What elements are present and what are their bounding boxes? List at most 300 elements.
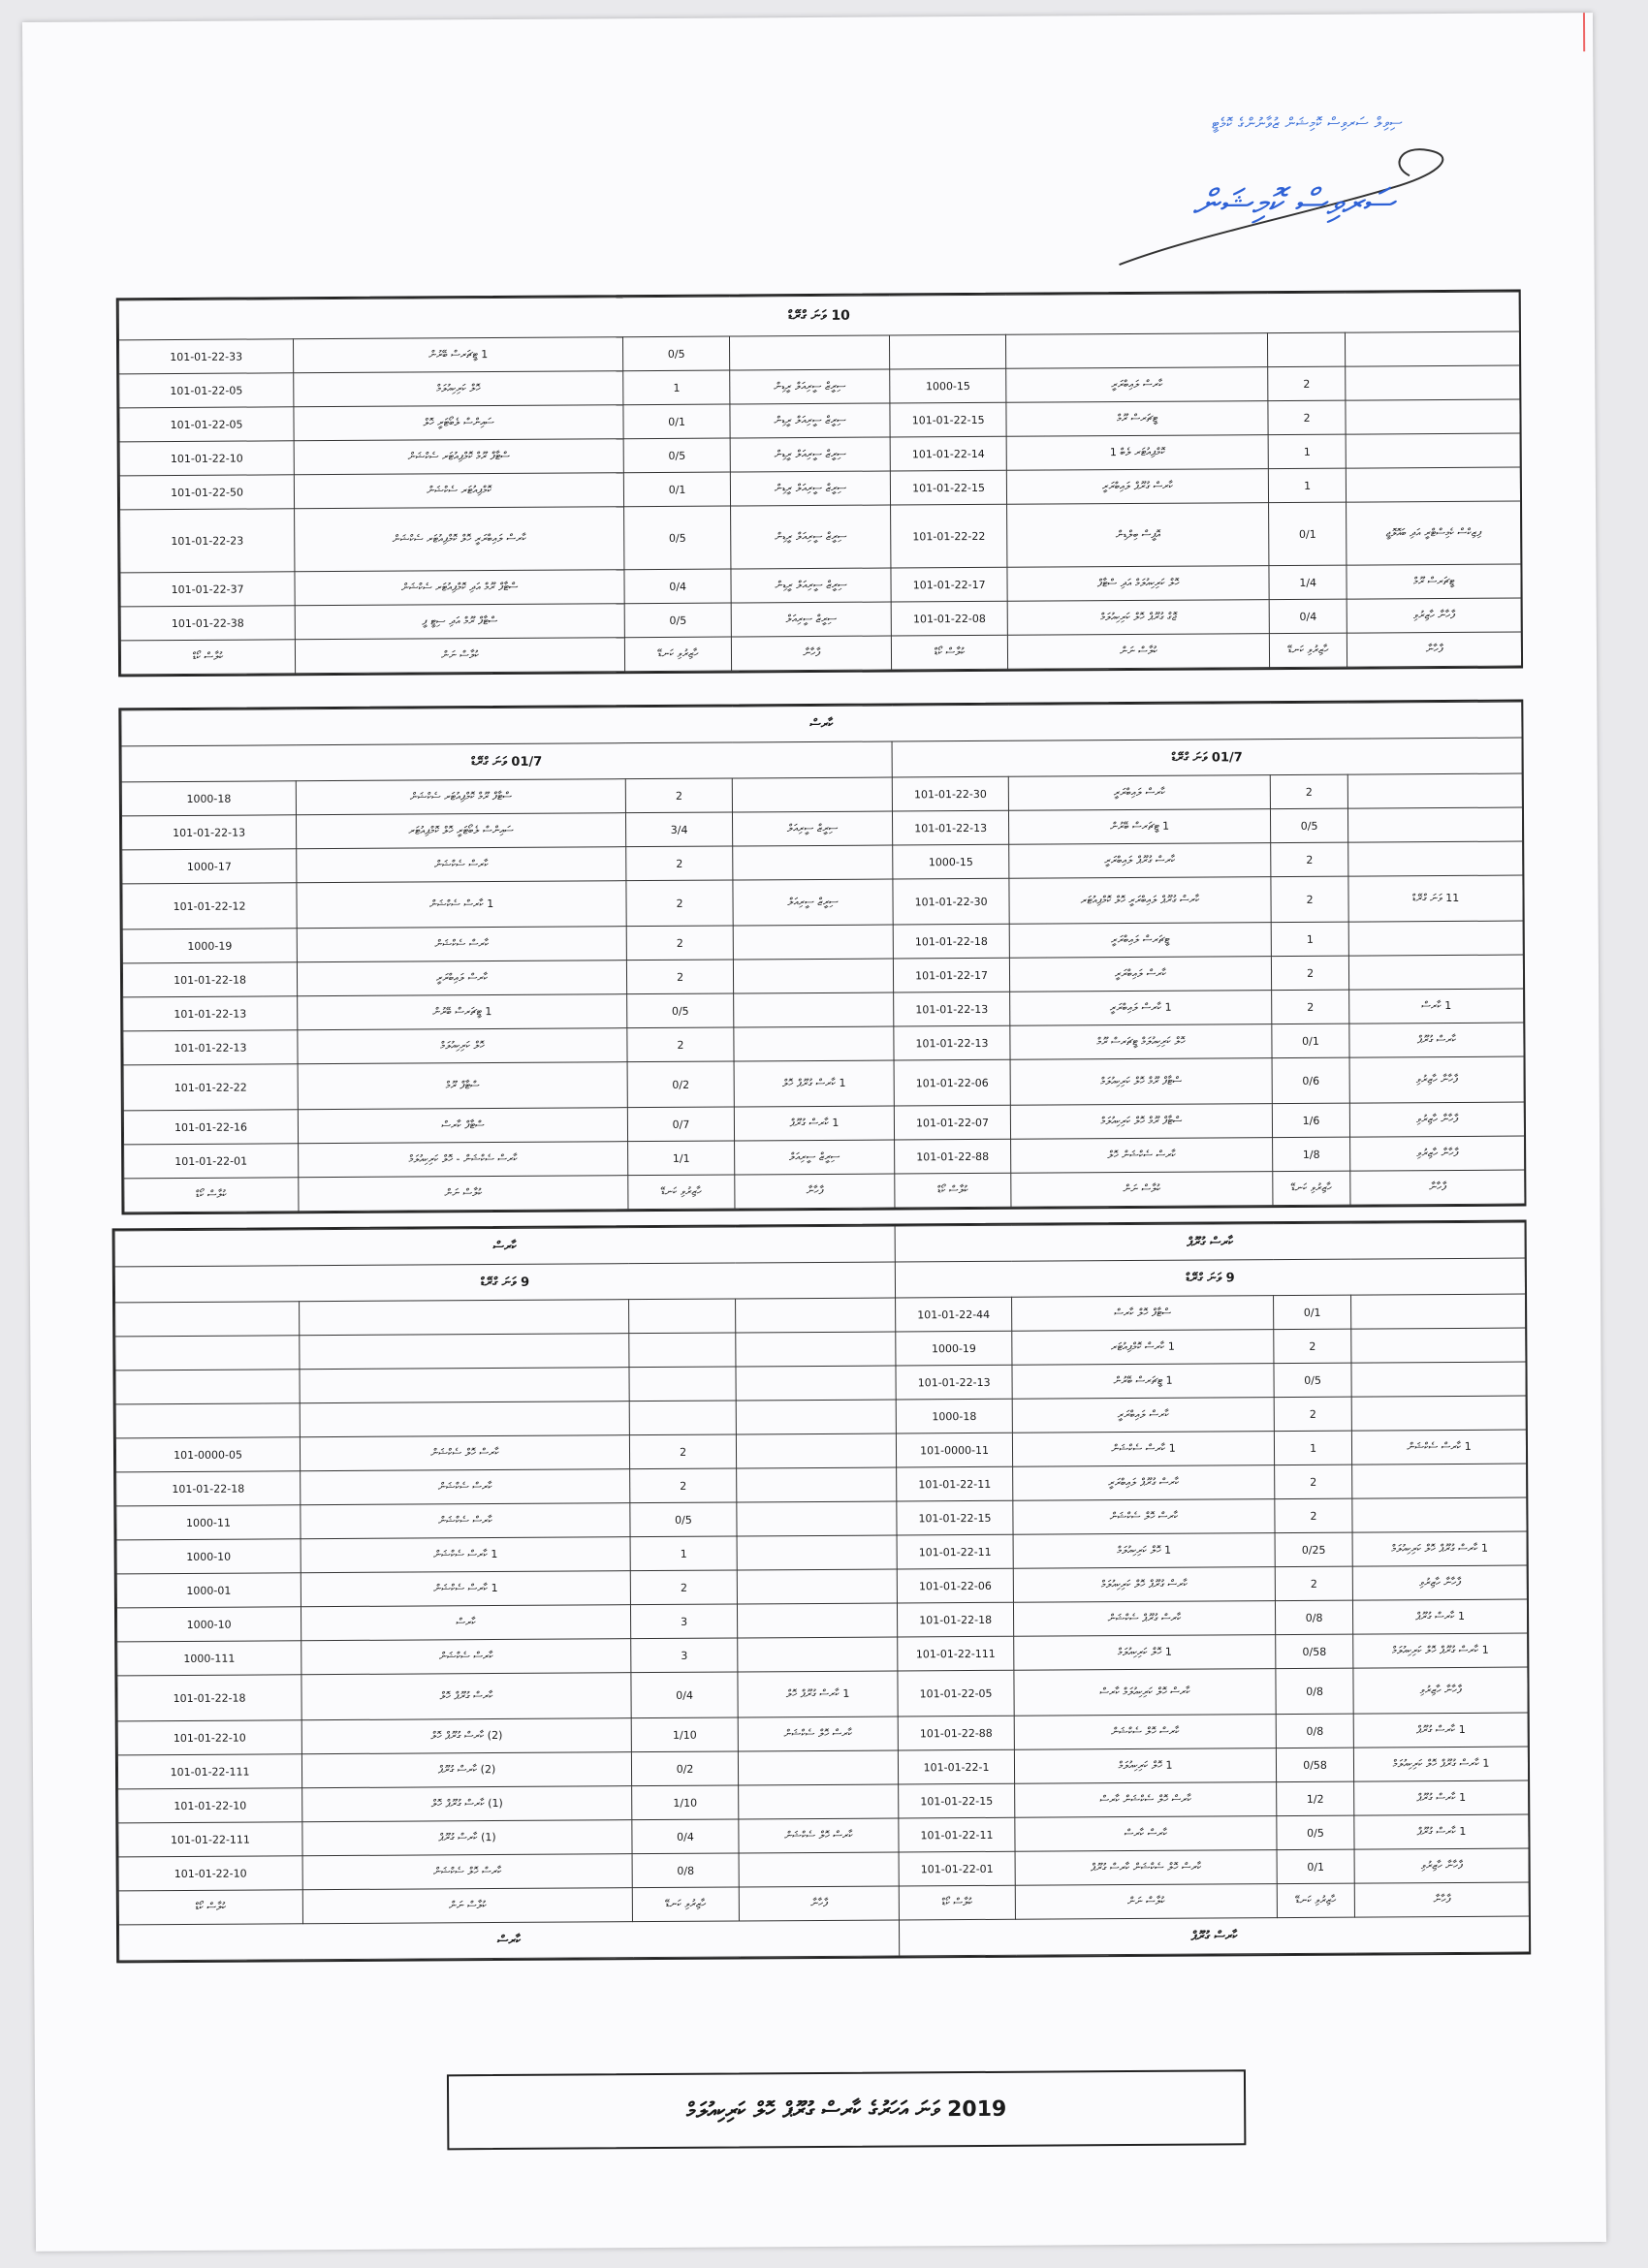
table-cell: ސްޓާފް ރޫމް ހޮލް ކަރިކިއުލަމް xyxy=(1010,1058,1272,1106)
table-cell: 1000-15 xyxy=(890,368,1006,403)
table-cell: 101-01-22-11 xyxy=(897,1466,1013,1501)
table-cell: 0/8 xyxy=(1276,1600,1353,1634)
table-cell xyxy=(300,1402,629,1437)
table-cell: 101-01-22-13 xyxy=(121,815,296,850)
right-subtitle: 9 ވަނަ ގްރޭޑް xyxy=(895,1258,1525,1298)
table-cell xyxy=(1346,399,1520,434)
table-cell: 1 ޓީޗަރސް ބޭރުން xyxy=(1009,809,1271,845)
table-cell: ކާރސް ގުރޫޕް ސެކްޝަން xyxy=(1014,1601,1276,1637)
table-cell: 1 ކާރސް ގުރޫޕް xyxy=(1353,1599,1528,1634)
table-cell: 0/5 xyxy=(1274,1363,1351,1397)
table-cell xyxy=(1348,841,1523,876)
table-cell: 1 ކާރސް ގުރޫޕް xyxy=(1353,1713,1528,1748)
table-cell: 101-01-22-111 xyxy=(117,1754,301,1789)
table-header-cell: ކުލާސް ނަން xyxy=(1015,1884,1277,1920)
table-cell: 0/5 xyxy=(623,438,730,473)
table-cell xyxy=(1346,365,1520,400)
table-cell: ކާރސް ލައިބްރަރީ ހޮލް ކޮމްޕިއުޓަރ ސެކްޝަން xyxy=(295,507,624,572)
table-cell: 0/4 xyxy=(631,1672,738,1718)
table-header-cell: ކުލާސް ނަން xyxy=(302,1888,632,1924)
table-cell: އޮފީސް ބިލްޑިން xyxy=(1007,503,1269,568)
table-cell: 101-01-22-88 xyxy=(898,1716,1014,1750)
table-cell: 101-01-22-13 xyxy=(893,810,1009,845)
table-cell: 101-01-22-18 xyxy=(116,1471,301,1506)
table-cell: 1/8 xyxy=(1273,1137,1350,1171)
table-cell: 3/4 xyxy=(626,812,733,847)
table-cell: 1 ކާރސް ސެކްޝަން xyxy=(297,881,626,929)
table-cell: 2 xyxy=(627,1027,734,1062)
table-cell: 2 xyxy=(626,880,733,927)
table-cell: ކާރސް ސެކްޝަން ހޮލް xyxy=(1011,1138,1273,1174)
table-cell: 101-01-22-22 xyxy=(891,504,1007,568)
margin-mark xyxy=(1583,13,1585,51)
table-cell: 1/1 xyxy=(628,1141,735,1176)
table-cell: 101-01-22-23 xyxy=(120,509,296,573)
table-cell: 0/2 xyxy=(627,1061,734,1108)
table-cell xyxy=(736,1366,896,1401)
table-cell xyxy=(738,1750,898,1785)
table-cell: ކާރސް ހޮލް ސެކްޝަން ކާރސް xyxy=(1015,1782,1277,1818)
table-cell: (2) ކާރސް ގުރޫޕް xyxy=(301,1752,631,1788)
table-cell: ފާހާނާ ހާޒިރުވި xyxy=(1352,1565,1527,1600)
table-cell: 0/5 xyxy=(624,506,731,570)
left-group-title: ކާރސް xyxy=(114,1226,895,1267)
table-cell: 0/5 xyxy=(624,603,731,638)
section-title: 10 ވަނަ ގްރޭޑް xyxy=(118,292,1519,340)
table-cell: ސްޓާފް ރޫމް އަދި ކޮމްޕިއުޓަރ ސެކްޝަން xyxy=(295,570,624,606)
table-cell: 2 xyxy=(626,960,733,994)
table-cell: ސްޓާފް ރޫމް އަދި ސިޓީ ފީ xyxy=(295,604,624,640)
table-cell: ސްޓާފް ހޮލް ކާރސް xyxy=(1012,1296,1274,1332)
table-cell: ކާރސް ހޮލް ސެކްޝަން xyxy=(738,1717,898,1751)
table-cell: 1000-111 xyxy=(117,1641,301,1676)
table-cell: (1) ކާރސް ގުރޫޕް ހޮލް xyxy=(302,1786,632,1822)
table-cell: ސްޓާފް ރޫމް ހޮލް ކަރިކިއުލަމް xyxy=(1010,1104,1272,1140)
table-cell: 101-01-22-15 xyxy=(890,470,1006,505)
table-cell: 101-01-22-10 xyxy=(118,1856,302,1891)
table-cell: 0/1 xyxy=(623,472,730,507)
table-cell: 101-01-22-11 xyxy=(899,1817,1015,1852)
table-cell: ސިރީޒް ސީރިއަލް xyxy=(735,1140,895,1175)
table-cell xyxy=(738,1637,898,1672)
table-cell: 101-01-22-30 xyxy=(892,776,1008,811)
table-header-cell: ކުލާސް ނަން xyxy=(299,1176,628,1212)
table-cell: 1 xyxy=(623,370,730,405)
table-cell: 101-01-22-13 xyxy=(894,1025,1010,1060)
table-cell: 1 ހޮލް ކަރިކިއުލަމް xyxy=(1013,1533,1275,1569)
table-header-cell: ހާޒިރުވި ކަނޑޭ xyxy=(1269,633,1347,667)
table-header-cell: ފާހާނާ xyxy=(735,1174,895,1209)
table-cell: 0/8 xyxy=(1276,1668,1353,1714)
table-cell: 0/8 xyxy=(1276,1714,1353,1748)
table-cell: 1000-17 xyxy=(122,849,297,884)
table-cell: ސްޓާފް ރޫމް ކޮމްޕިއުޓަރ ސެކްޝަން xyxy=(294,439,623,475)
table-cell: ސިރީޒް ސީރިއަލް ރީޑިން xyxy=(731,505,891,569)
table-cell: 101-01-22-18 xyxy=(893,924,1009,959)
table-cell: 1 ކާރސް ގުރޫޕް xyxy=(734,1106,894,1141)
table-cell: 0/4 xyxy=(1269,599,1347,633)
table-cell: 101-01-22-10 xyxy=(117,1720,301,1755)
table-cell: 0/8 xyxy=(632,1853,739,1888)
table-cell xyxy=(629,1401,736,1435)
table-row xyxy=(120,501,1521,573)
table-cell: 1 ޓީޗަރސް ބޭރުން xyxy=(298,994,627,1030)
table-cell xyxy=(737,1501,897,1536)
table-cell: 1/10 xyxy=(631,1717,738,1752)
table-cell: 101-01-22-15 xyxy=(890,402,1006,437)
table-cell: ސިރީޒް ސީރިއަލް ރީޑިން xyxy=(730,369,890,404)
table-cell: 0/5 xyxy=(623,336,730,371)
table-cell: 1/2 xyxy=(1277,1781,1354,1815)
table-cell: 2 xyxy=(1274,1397,1351,1431)
table-cell: 101-01-22-1 xyxy=(898,1749,1014,1784)
table-cell: 101-0000-05 xyxy=(115,1437,300,1472)
table-cell xyxy=(1346,331,1520,366)
table-cell: 2 xyxy=(630,1570,737,1605)
table-cell: ކާރސް ސެކްޝަން - ހޮލް ކަރިކިއުލަމް xyxy=(299,1142,628,1178)
table-cell xyxy=(300,1334,629,1370)
table-cell: 1 ކާރސް ލައިބްރަރީ xyxy=(1010,991,1272,1026)
table-cell: 1 ކާރސް ސެކްޝަން xyxy=(301,1571,630,1607)
table-cell: ކާރސް ގުރޫޕް ލައިބްރަރީ xyxy=(1006,469,1268,505)
table-cell xyxy=(736,1332,896,1367)
table-cell: ކާރސް ހޮލް ސެކްޝަން xyxy=(302,1854,632,1890)
table-cell: 1 ކާރސް ގުރޫޕް ހޮލް xyxy=(734,1060,894,1107)
table-cell: 2 xyxy=(626,926,733,961)
table-cell: ކާރސް ހޮލް ސެކްޝަން ކާރސް ގުރޫޕް xyxy=(1015,1850,1277,1886)
table-cell: 1 ކާރސް xyxy=(1349,989,1524,1024)
table-cell: ކާރސް ގުރޫޕް ލައިބްރަރީ xyxy=(1009,843,1271,879)
table-cell: ޓީޗަރސް ލައިބްރަރީ xyxy=(1009,923,1271,959)
table-cell xyxy=(739,1852,899,1887)
table-cell xyxy=(1268,332,1346,366)
table-cell xyxy=(733,925,893,960)
table-cell: 1 ކާރސް ގުރޫޕް ހޮލް ކަރިކިއުލަމް xyxy=(1353,1747,1528,1781)
table-cell xyxy=(1351,1328,1526,1363)
table-cell: ކާރސް ސެކްޝަން xyxy=(301,1469,630,1505)
table-cell: ކާރސް ލައިބްރަރީ xyxy=(1009,957,1271,992)
table-cell: ފާހާނާ ހާޒިރުވި xyxy=(1349,1056,1524,1103)
table-cell xyxy=(300,1300,629,1336)
table-cell: 0/1 xyxy=(1274,1295,1351,1329)
table-cell: ޓީޗަރސް ރޫމް xyxy=(1347,564,1521,599)
document-page xyxy=(22,13,1606,2252)
table-cell: ކާރސް ގުރޫޕް ލައިބްރަރީ xyxy=(1013,1465,1275,1501)
table-cell xyxy=(629,1333,736,1368)
table-cell: 1/4 xyxy=(1269,565,1347,599)
table-cell: ކާރސް ސެކްޝަން xyxy=(301,1639,631,1675)
table-cell: ސްޓާފް ކާރސް xyxy=(298,1108,627,1144)
table-cell: 2 xyxy=(626,846,733,881)
table-grade-9 xyxy=(114,1222,1531,1962)
table-cell: 1 ޓީޗަރސް ބޭރުން xyxy=(1012,1364,1274,1400)
table-cell: 3 xyxy=(631,1638,738,1673)
left-subtitle: 01/7 ވަނަ ގްރޭޑް xyxy=(121,741,892,782)
signature-text: ސަރވިސް ކޮމިޝަން xyxy=(1191,180,1395,225)
table-cell xyxy=(732,777,892,812)
table-cell: 2 xyxy=(1271,956,1348,990)
table-cell: ކާރސް ލައިބްރަރީ xyxy=(1008,775,1270,811)
table-cell: 101-01-22-14 xyxy=(890,436,1006,471)
table-cell: ކާރސް ސެކްޝަން xyxy=(297,847,626,883)
table-cell: 101-01-22-01 xyxy=(124,1144,299,1179)
table-cell: (2) ކާރސް ގުރޫޕް ހޮލް xyxy=(301,1718,631,1754)
table-cell: 101-01-22-08 xyxy=(891,601,1007,636)
table-header-row xyxy=(120,632,1521,675)
table-cell: 101-01-22-37 xyxy=(120,572,295,607)
table-cell: 1 xyxy=(1268,468,1346,502)
table-cell: 1 ކާރސް ގުރޫޕް ހޮލް xyxy=(738,1671,898,1717)
table-cell: 101-01-22-13 xyxy=(123,1030,298,1065)
table-cell: ޖޮގް ގުރޫޕް ހޮލް ކަރިކިއުލަމް xyxy=(1007,600,1269,636)
table-cell: 1000-15 xyxy=(893,844,1009,879)
table-cell: 11 ވަނަ ގްރޭޑް xyxy=(1348,875,1523,922)
table-cell: ކާރސް ކާރސް xyxy=(1015,1816,1277,1852)
table-cell: ފާހާނާ ހާޒިރުވި xyxy=(1354,1848,1529,1883)
table-cell: 2 xyxy=(629,1434,736,1469)
table-cell: 101-01-22-05 xyxy=(119,407,294,442)
table-cell: 1 ކާރސް ސެކްޝަން xyxy=(1351,1430,1526,1465)
table-cell xyxy=(1348,807,1523,842)
table-header-cell: ފާހާނާ xyxy=(731,636,891,671)
table-cell: 101-01-22-16 xyxy=(123,1110,298,1145)
table-cell: 1 ހޮލް ކަރިކިއުލަމް xyxy=(1014,1635,1276,1671)
table-cell xyxy=(1348,955,1523,990)
section-grade-11 xyxy=(118,700,1526,1215)
table-cell xyxy=(1352,1464,1527,1498)
table-cell xyxy=(890,334,1006,369)
table-cell: 101-0000-11 xyxy=(896,1433,1012,1467)
table-cell xyxy=(734,992,894,1027)
table-cell xyxy=(737,1467,897,1502)
table-cell: 101-01-22-13 xyxy=(894,992,1010,1026)
table-cell: ކާރސް ހޮލް ކަރިކިއުލަމް ކާރސް xyxy=(1014,1669,1276,1717)
table-cell: ސިރީޒް ސީރިއަލް xyxy=(731,602,891,637)
table-cell: 0/2 xyxy=(631,1751,738,1786)
table-cell: 101-01-22-33 xyxy=(118,339,293,374)
table-cell: ސިރީޒް ސީރިއަލް ރީޑިން xyxy=(730,471,890,506)
table-cell: ކާރސް ސެކްޝަން xyxy=(297,927,626,962)
table-cell: ކާރސް ގުރޫޕް ލައިބްރަރީ ހޮލް ކޮމްޕިއުޓަރ xyxy=(1009,877,1271,925)
table-cell xyxy=(737,1569,897,1604)
table-cell xyxy=(1351,1294,1526,1329)
table-header-row xyxy=(124,1170,1525,1213)
table-cell: 1 ކާރސް ގުރޫޕް xyxy=(1354,1814,1529,1849)
table-cell xyxy=(629,1299,736,1334)
table-cell: 101-01-22-50 xyxy=(119,475,294,510)
table-cell: 0/1 xyxy=(1269,502,1347,565)
table-cell: ކާރސް xyxy=(301,1605,631,1641)
table-cell: 101-01-22-05 xyxy=(119,373,294,408)
table-cell: 2 xyxy=(1275,1566,1352,1600)
table-cell: ފިޒިކްސް ކެމިސްޓްރީ އަދި ބައޮލޮޖީ xyxy=(1347,501,1521,565)
table-cell: 1/6 xyxy=(1272,1103,1349,1137)
table-cell: 101-01-22-17 xyxy=(893,958,1009,992)
table-cell: 101-01-22-05 xyxy=(898,1670,1014,1717)
table-cell: 2 xyxy=(1275,1498,1352,1532)
table-cell: 0/5 xyxy=(630,1502,737,1537)
table-cell: 101-01-22-18 xyxy=(898,1602,1014,1637)
table-cell: 0/58 xyxy=(1276,1748,1353,1781)
table-cell: 2 xyxy=(625,778,732,813)
table-cell: ޓީޗަރސް ރޫމް xyxy=(1006,401,1268,437)
table-cell: 101-01-22-44 xyxy=(896,1297,1012,1332)
table-cell: 101-01-22-17 xyxy=(891,567,1007,602)
table-cell: 2 xyxy=(1271,842,1348,876)
table-cell: ސިރީޒް ސީރިއަލް ރީޑިން xyxy=(730,437,890,472)
table-cell xyxy=(629,1367,736,1402)
table-cell: 101-01-22-11 xyxy=(897,1534,1013,1569)
table-cell: ކާރސް ގުރޫޕް ހޮލް xyxy=(301,1673,631,1720)
table-cell xyxy=(736,1298,896,1333)
table-cell: 101-01-22-22 xyxy=(123,1064,298,1111)
table-cell: 1000-19 xyxy=(122,929,297,963)
table-cell: ކާރސް ލައިބްރަރީ xyxy=(297,961,626,996)
table-header-cell: ފާހާނާ xyxy=(1354,1882,1529,1917)
table-header-cell: ފާހާނާ xyxy=(1350,1170,1525,1205)
table-cell: 0/4 xyxy=(632,1819,739,1854)
table-cell: ފާހާނާ ހާޒިރުވި xyxy=(1347,598,1521,633)
table-cell: 101-01-22-111 xyxy=(898,1636,1014,1671)
table-cell: ކާރސް ގުރޫޕް ހޮލް ކަރިކިއުލަމް xyxy=(1013,1567,1275,1603)
table-cell: ކާރސް ހޮލް ސެކްޝަން xyxy=(1014,1715,1276,1750)
table-header-cell: ހާޒިރުވި ކަނޑޭ xyxy=(628,1175,735,1210)
table-cell xyxy=(115,1370,300,1404)
table-header-cell: ކުލާސް ކޯޑް xyxy=(895,1173,1011,1208)
table-cell: ސިރީޒް ސީރިއަލް ރީޑިން xyxy=(730,403,890,438)
table-cell: 2 xyxy=(1272,990,1349,1024)
section-grade-10 xyxy=(116,290,1523,677)
table-cell: ކާރސް ހޮލް ސެކްޝަން xyxy=(1013,1499,1275,1535)
table-cell: 0/4 xyxy=(624,569,731,604)
table-cell: 0/5 xyxy=(1271,808,1348,842)
table-cell: 101-01-22-12 xyxy=(122,883,297,929)
table-cell xyxy=(1348,921,1523,956)
table-cell: 2 xyxy=(1275,1465,1352,1498)
table-cell: 1 ކާރސް ސެކްޝަން xyxy=(1012,1432,1274,1467)
table-cell: 1000-11 xyxy=(116,1505,301,1540)
table-cell: 101-01-22-06 xyxy=(897,1568,1013,1603)
table-header-cell: ކުލާސް ނަން xyxy=(1007,634,1269,670)
table-cell xyxy=(1352,1497,1527,1532)
table-cell: 0/5 xyxy=(627,993,734,1028)
table-cell: 101-01-22-111 xyxy=(118,1822,302,1857)
table-grade-10 xyxy=(118,292,1522,676)
table-header-cell: ފާހާނާ xyxy=(739,1886,899,1921)
table-cell: 2 xyxy=(1268,366,1346,400)
table-cell xyxy=(1346,467,1520,502)
right-subtitle: 01/7 ވަނަ ގްރޭޑް xyxy=(892,738,1522,777)
table-cell: (1) ކާރސް ގުރޫޕް xyxy=(302,1820,632,1856)
table-cell: ސިރީޒް ސީރިއަލް xyxy=(733,879,893,926)
table-cell: 101-01-22-13 xyxy=(896,1365,1012,1400)
table-cell: 1000-18 xyxy=(121,781,296,816)
table-cell: ކާރސް ގުރޫޕް xyxy=(1349,1023,1524,1057)
table-header-cell: ކުލާސް ކޯޑް xyxy=(899,1885,1015,1920)
table-cell xyxy=(733,845,893,880)
table-cell: 1 ކާރސް ކޮމްޕިއުޓަރ xyxy=(1012,1330,1274,1366)
stamp-header-text: ސިވިލް ސަރވިސް ކޮމިޝަން ޒުވާނުންގެ ކޮމެޓީ xyxy=(1212,113,1404,133)
table-header-cell: ހާޒިރުވި ކަނޑޭ xyxy=(624,637,731,672)
table-cell: ފާހާނާ ހާޒިރުވި xyxy=(1349,1102,1524,1137)
table-cell: 0/1 xyxy=(1277,1849,1354,1883)
table-cell: ސްޓާފް ރޫމް xyxy=(298,1062,627,1110)
table-cell: ސައިންސް ލެބޯޓަރީ ހޮލް ކޮމްޕިއުޓަރ xyxy=(297,813,626,849)
table-cell: 101-01-22-88 xyxy=(895,1139,1011,1174)
table-cell: 2 xyxy=(1271,876,1348,922)
table-cell: ކޮމްޕިއުޓަރ ލެބް 1 xyxy=(1006,435,1268,471)
table-cell: ކާރސް ހޮލް ސެކްޝަން xyxy=(300,1435,629,1471)
table-cell: 1 ކާރސް ގުރޫޕް ހޮލް ކަރިކިއުލަމް xyxy=(1352,1531,1527,1566)
table-cell: 1 ހޮލް ކަރިކިއުލަމް xyxy=(1014,1748,1276,1784)
table-cell: 101-01-22-18 xyxy=(117,1675,301,1721)
table-cell xyxy=(738,1603,898,1638)
table-cell: 1000-18 xyxy=(896,1399,1012,1433)
table-cell: 1 xyxy=(1271,922,1348,956)
table-cell: 0/1 xyxy=(623,404,730,439)
table-cell: 2 xyxy=(630,1468,737,1503)
table-cell xyxy=(736,1400,896,1434)
table-cell: 101-01-22-10 xyxy=(119,441,294,476)
table-cell: 1000-10 xyxy=(116,1607,301,1642)
table-header-cell: ހާޒިރުވި ކަނޑޭ xyxy=(632,1887,739,1922)
table-cell: 101-01-22-15 xyxy=(899,1783,1015,1818)
table-cell: 2 xyxy=(1274,1329,1351,1363)
table-cell xyxy=(1347,773,1522,808)
table-cell xyxy=(734,1026,894,1061)
table-cell: 0/6 xyxy=(1272,1057,1349,1103)
table-cell xyxy=(1351,1362,1526,1397)
table-cell: ސްޓާފް ރޫމް ކޮމްޕިއުޓަރ ސެކްޝަން xyxy=(296,779,625,815)
document-caption: 2019 ވަނަ އަހަރުގެ ކާރސް ގުރޫޕް ހޮލް ކަރިކިއުލަމް xyxy=(447,2069,1246,2150)
table-cell: 101-01-22-38 xyxy=(120,606,295,641)
table-header-cell: ކުލާސް ކޯޑް xyxy=(118,1890,302,1925)
table-cell xyxy=(115,1403,300,1438)
table-cell: 0/25 xyxy=(1275,1532,1352,1566)
table-cell xyxy=(736,1433,896,1468)
table-header-cell: ފާހާނާ xyxy=(1347,632,1521,667)
table-cell: 1000-01 xyxy=(116,1573,301,1608)
table-cell xyxy=(1351,1396,1526,1431)
table-cell xyxy=(115,1336,300,1370)
table-cell xyxy=(1346,433,1520,468)
table-cell xyxy=(300,1368,629,1403)
table-cell xyxy=(737,1535,897,1570)
table-cell: ހޮލް ކަރިކިއުލަމް xyxy=(294,371,623,407)
table-cell: ހޮލް ކަރިކިއުލަމް އަދި ސްޓާފް xyxy=(1007,566,1269,602)
table-cell: ހޮލް ކަރިކިއުލަމް xyxy=(298,1028,627,1064)
table-cell: 101-01-22-01 xyxy=(899,1851,1015,1886)
table-header-cell: ކުލާސް ކޯޑް xyxy=(891,635,1007,670)
table-cell: 1000-19 xyxy=(896,1331,1012,1366)
table-cell: 3 xyxy=(631,1604,738,1639)
table-cell: ފާހާނާ ހާޒިރުވި xyxy=(1353,1667,1528,1714)
table-cell xyxy=(1006,333,1268,369)
section-title: ކާރސް xyxy=(121,702,1522,746)
table-header-cell: ހާޒިރުވި ކަނޑޭ xyxy=(1277,1883,1354,1917)
right-group-title: ކާރސް ގުރޫޕް xyxy=(895,1222,1525,1262)
official-stamp xyxy=(1108,96,1497,282)
table-cell: ސިރީޒް ސީރިއަލް xyxy=(733,811,893,846)
table-cell: 1 xyxy=(1274,1431,1351,1465)
table-cell: 1 ޓީޗަރސް ބޭރުން xyxy=(294,337,623,373)
bottom-right-title: ކާރސް ގުރޫޕް xyxy=(900,1916,1530,1956)
table-cell: ހޮލް ކަރިކިއުލަމް ޓީޗަރސް ރޫމް xyxy=(1010,1024,1272,1060)
table-cell: 101-01-22-06 xyxy=(894,1059,1010,1106)
table-cell: ކާރސް ސެކްޝަން xyxy=(301,1503,630,1539)
table-cell: 101-01-22-10 xyxy=(118,1788,302,1823)
table-cell: 1 xyxy=(630,1536,737,1571)
